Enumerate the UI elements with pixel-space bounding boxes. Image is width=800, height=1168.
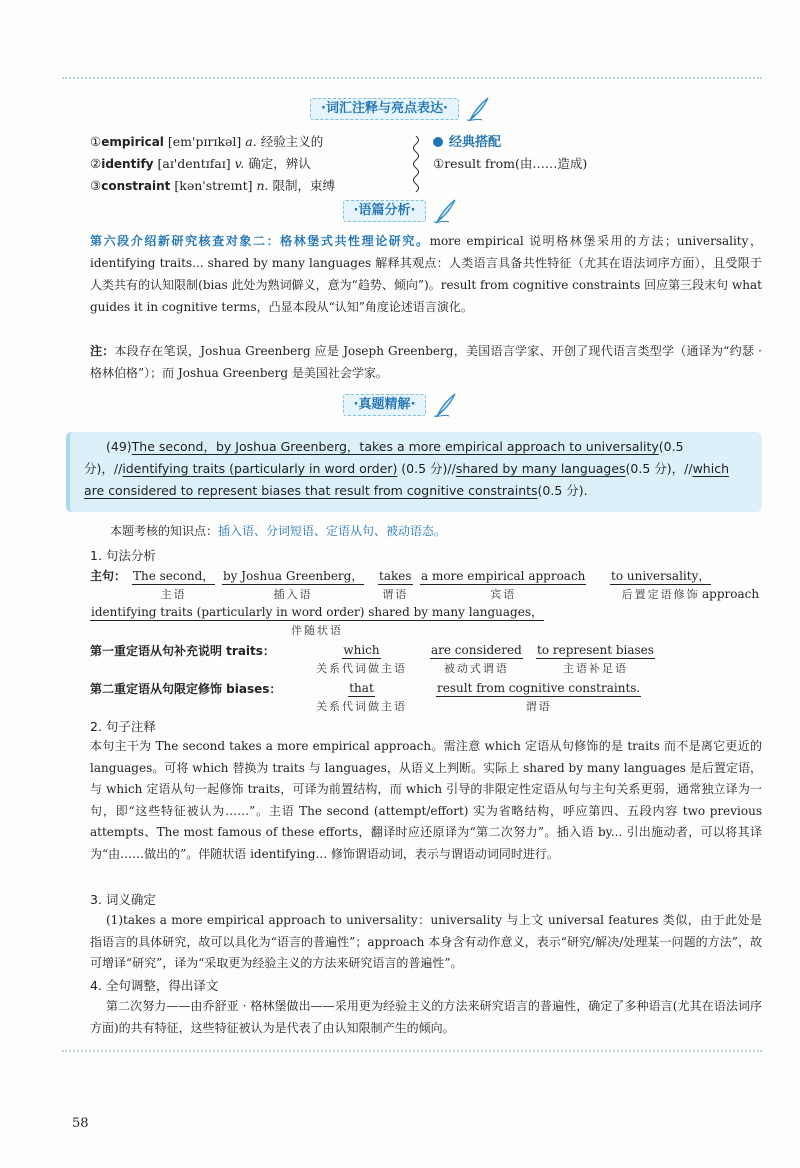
meaning-paragraph: (1)takes a more empirical approach to universality：universality 与上文 universal features 类似，由于此处是指语言的具体研究，故可以具化为“语言的普遍性”；approach 本身含有动作意义，表示“研究/解决/处理某一问题的方法”，故可增译“研究”，译为“采取更为经验主义的方法来研究语言的普遍性”。 <box>90 913 762 970</box>
constituent: result from cognitive constraints. 谓语 <box>437 681 641 713</box>
constituent: which 关系代词做主语 <box>316 643 407 675</box>
vocab-item: ②identify [aɪ'dentɪfaɪ] v. 确定，辨认 <box>90 156 311 171</box>
heading-translation: 4. 全句调整，得出译文 <box>90 978 219 993</box>
adverbial-row <box>90 604 770 640</box>
note-paragraph: 注：本段存在笔误，Joshua Greenberg 应是 Joseph Greenberg，美国语言学家、开创了现代语言类型学（通译为“约瑟 · 格林伯格”）；而 Joshua Greenberg 是美国社会学家。 <box>90 344 762 380</box>
analysis-paragraph: 第六段介绍新研究核查对象二：格林堡式共性理论研究。more empirical 说明格林堡采用的方法；universality，identifying traits... shared by many languages 解释其观点：人类语言具备共性特征（尤其在语法词序方面），且受限于人类共有的认知限制(bias 此处为熟词僻义，意为“趋势、倾向”)。result from cognitive constraints 回应第三段末句 what guides it in cognitive terms，凸显本段从“认知”角度论述语言演化。 <box>90 234 762 314</box>
segment-3: shared by many languages <box>455 461 626 476</box>
section-title: ·词汇注释与亮点表达· <box>310 98 459 120</box>
bullet-icon <box>433 137 443 147</box>
heading-meaning: 3. 词义确定 <box>90 892 156 907</box>
vocab-item: ①empirical [em'pɪrɪkəl] a. 经验主义的 <box>90 134 324 149</box>
constituent: that 关系代词做主语 <box>316 681 407 713</box>
vocab-word: constraint <box>101 179 171 193</box>
segment-2: identifying traits (particularly in word order) <box>122 461 398 476</box>
question-box: (49)The second，by Joshua Greenberg，takes a more empirical approach to universality(0.5 分)，//identifying traits (particularly in word order) (0.5 分)//shared by many languages(0.5 分)，//which are considered to represent biases that result from cognitive constraints(0.5 分). <box>66 432 762 512</box>
constituent: The second， 主语 <box>133 569 215 601</box>
knowledge-points: 本题考核的知识点：插入语、分词短语、定语从句、被动语态。 <box>110 524 447 538</box>
section-header-answer <box>0 392 800 418</box>
main-clause-row: 主句： The second， 主语 by Joshua Greenberg， 插入语 takes 谓语 a more empirical approach 宾语 to universality， 后置定语修饰 approach <box>90 569 760 601</box>
heading-notes: 2. 句子注释 <box>90 719 156 734</box>
notes-paragraph: 本句主干为 The second takes a more empirical approach。需注意 which 定语从句修饰的是 traits 而不是离它更近的 languages。可将 which 替换为 traits 与 languages，从语义上判断。实际上 shared by many languages 是后置定语，与 which 定语从句一起修饰 traits，可译为前置结构，而 which 引导的非限定性定语从句与主句关系更弱，通常独立译为一句，即“这些特征被认为……”。主语 The second (attempt/effort) 实为省略结构，呼应第四、五段内容 two previous attempts、The most famous of these efforts，翻译时应还原译为“第二次努力”。插入语 by... 引出施动者，可以将其译为“由……做出的”。伴随状语 identifying... 修饰谓语动词，表示与谓语动词同时进行。 <box>90 739 762 861</box>
clause1-row: 第一重定语从句补充说明 traits： which 关系代词做主语 are considered 被动式谓语 to represent biases 主语补足语 <box>90 643 654 675</box>
vocab-word: identify <box>101 157 154 171</box>
note-label: 注： <box>90 344 115 358</box>
quill-icon <box>466 96 490 122</box>
vocab-item: ③constraint [kən'streɪnt] n. 限制，束缚 <box>90 178 336 193</box>
vocab-ipa: [aɪ'dentɪfaɪ] <box>157 156 231 171</box>
top-divider <box>62 77 762 79</box>
constituent: by Joshua Greenberg， 插入语 <box>223 569 364 601</box>
section-title: ·语篇分析· <box>343 200 427 222</box>
constituent: takes 谓语 <box>379 569 412 601</box>
collocation-title: 经典搭配 <box>449 135 502 150</box>
constituent: to universality， 后置定语修饰 <box>611 569 711 601</box>
segment-1: The second，by Joshua Greenberg，takes a more empirical approach to universality <box>131 439 659 454</box>
constituent: to represent biases 主语补足语 <box>537 643 654 675</box>
heading-syntax: 1. 句法分析 <box>90 548 156 563</box>
section-title: ·真题精解· <box>343 394 427 416</box>
vocab-word: empirical <box>101 135 164 149</box>
quill-icon <box>433 198 457 224</box>
wavy-divider <box>410 136 422 196</box>
analysis-lead: 第六段介绍新研究核查对象二：格林堡式共性理论研究。 <box>90 234 430 248</box>
clause2-row: 第二重定语从句限定修饰 biases： that 关系代词做主语 result from cognitive constraints. 谓语 <box>90 681 641 713</box>
bottom-divider <box>62 1050 762 1052</box>
vocab-list <box>90 131 335 197</box>
vocab-ipa: [em'pɪrɪkəl] <box>167 134 242 149</box>
translation-paragraph: 第二次努力——由乔舒亚 · 格林堡做出——采用更为经验主义的方法来研究语言的普遍性，确定了多种语言(尤其在语法词序方面)的共有特征，这些特征被认为是代表了由认知限制产生的倾向。 <box>90 999 762 1035</box>
vocab-ipa: [kən'streɪnt] <box>174 178 253 193</box>
page-number: 58 <box>72 1116 89 1131</box>
collocation-box <box>433 131 587 174</box>
constituent: identifying traits (particularly in word order) shared by many languages， 伴随状语 <box>91 605 543 637</box>
segment-4: which are considered to represent biases that result from cognitive constraints <box>84 461 729 498</box>
section-header-analysis <box>0 198 800 224</box>
constituent: a more empirical approach 宾语 <box>421 569 586 601</box>
quill-icon <box>433 392 457 418</box>
section-header-vocab <box>0 96 800 122</box>
constituent: are considered 被动式谓语 <box>431 643 522 675</box>
collocation-item: ①result from(由……造成) <box>433 156 588 171</box>
